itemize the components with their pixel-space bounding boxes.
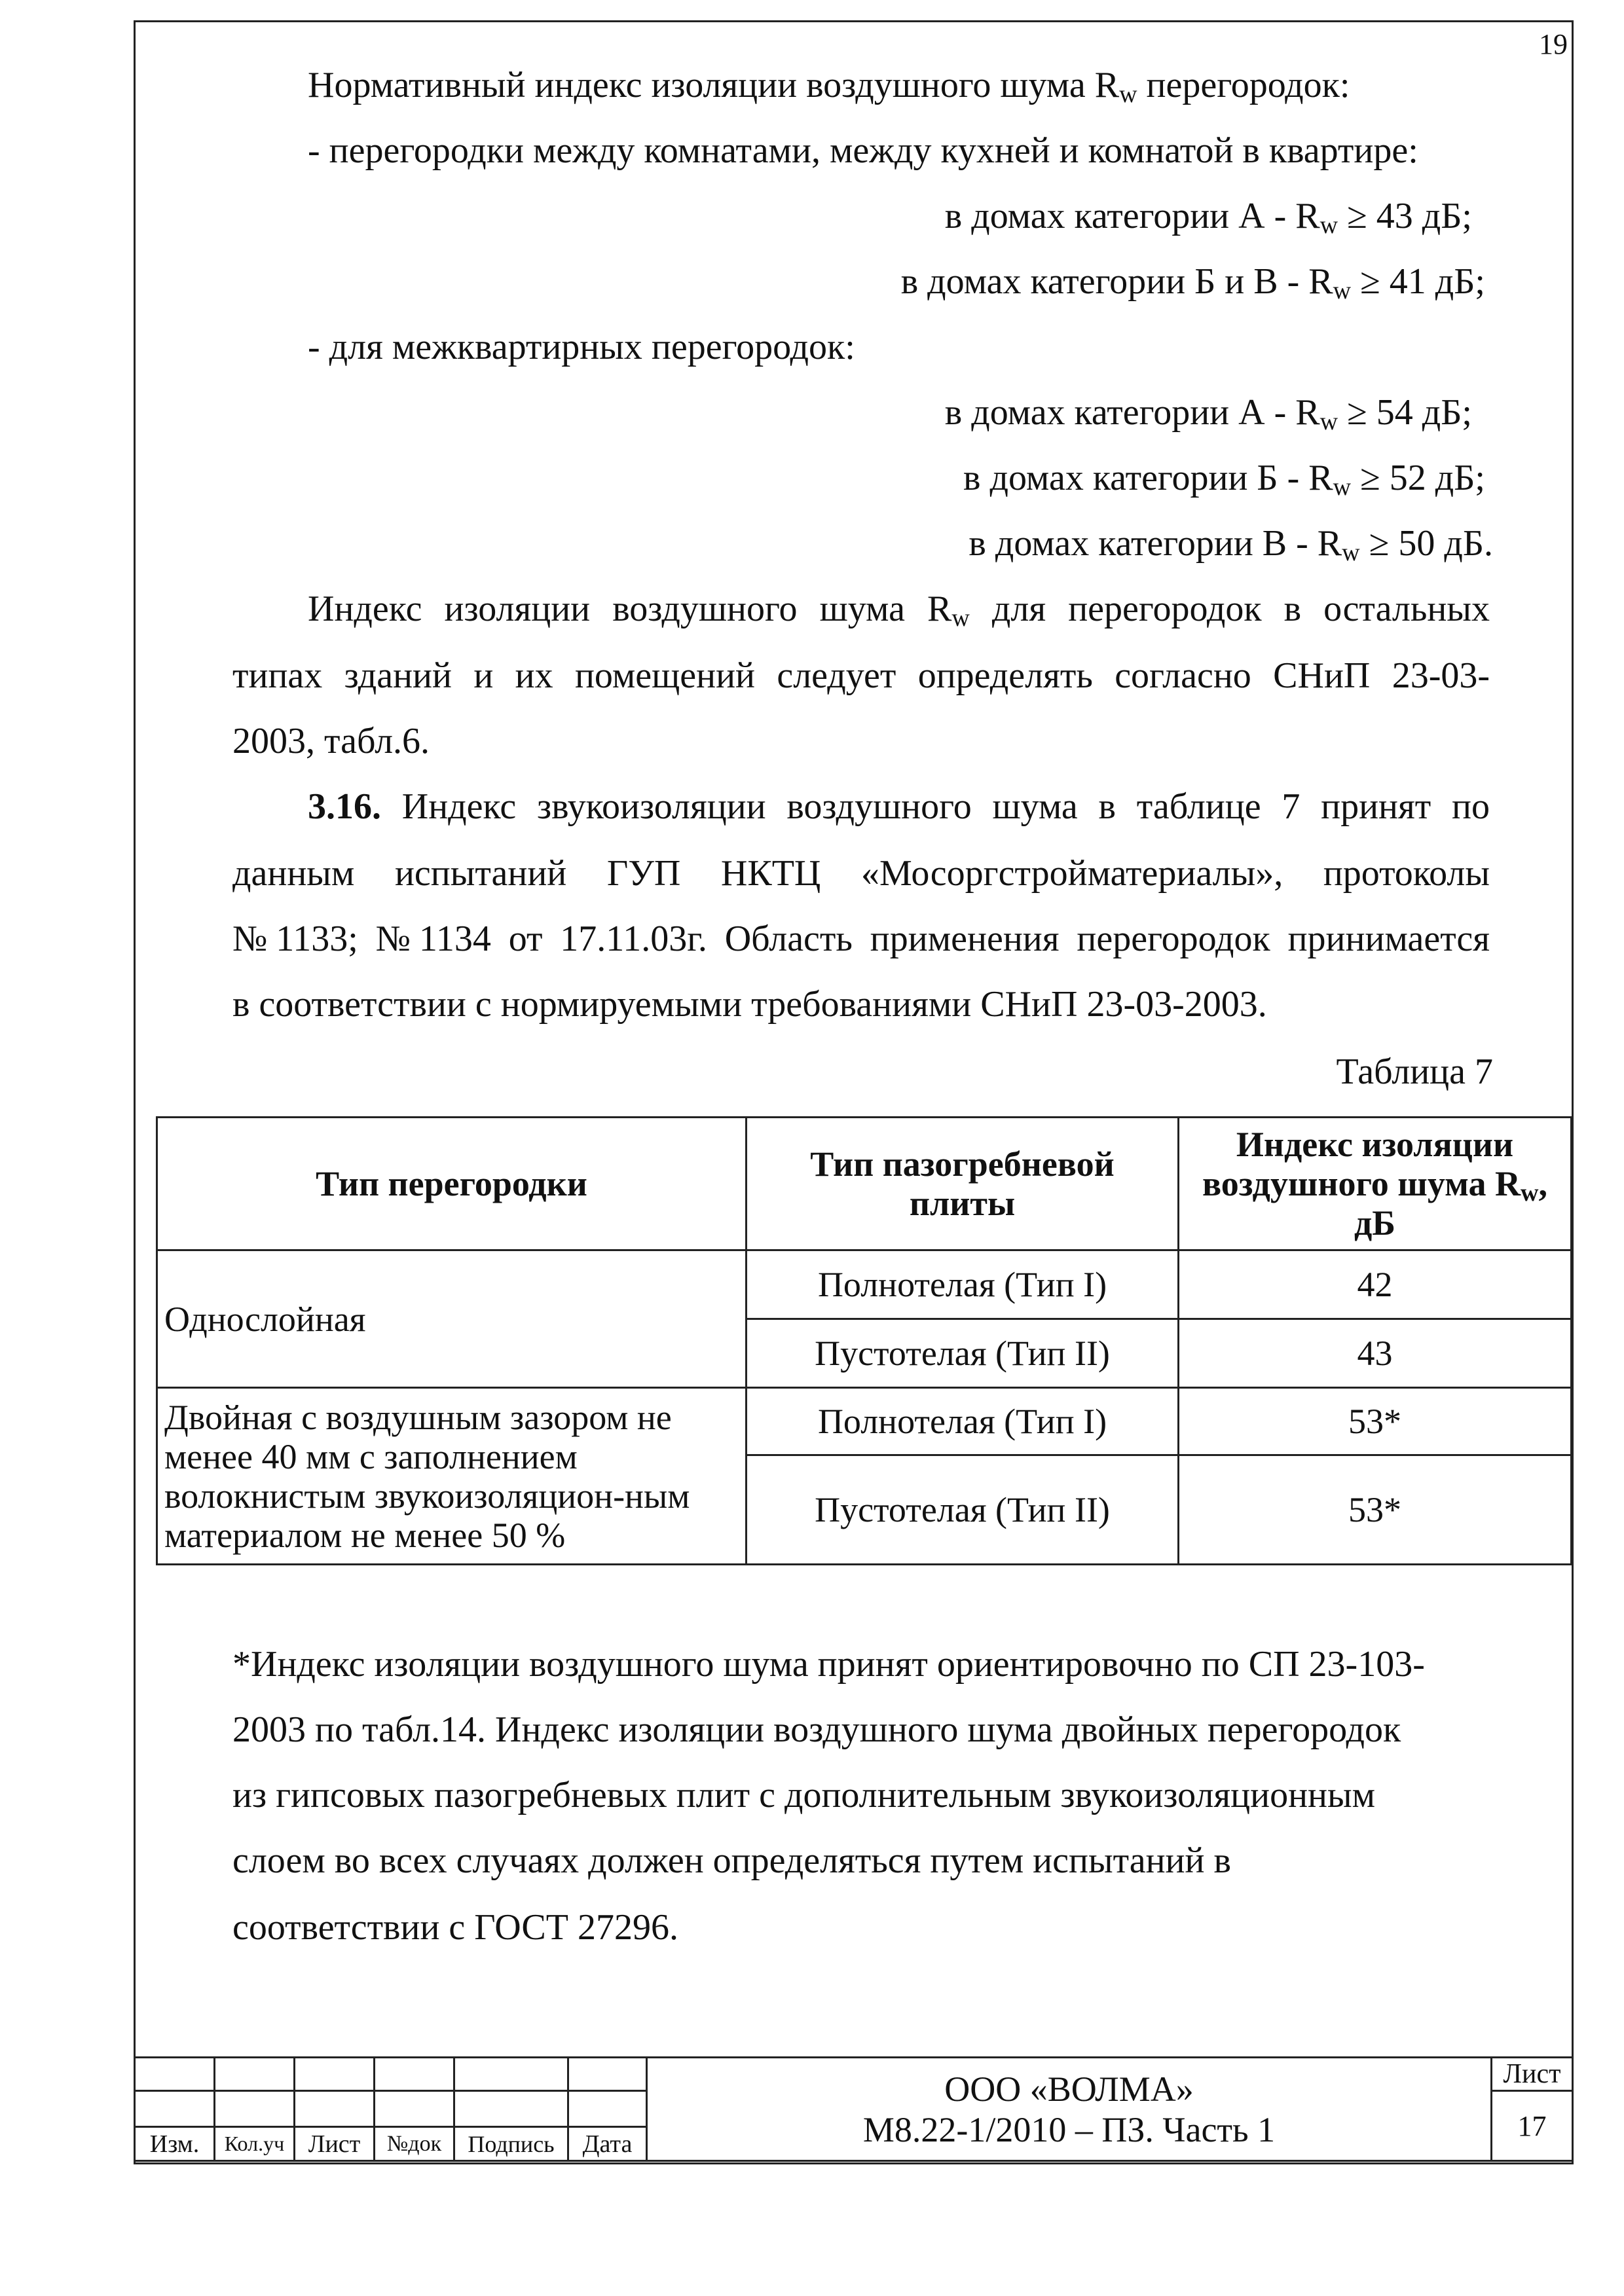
col-label-izm: Изм. — [135, 2127, 215, 2161]
data-table — [156, 1116, 1572, 1565]
table-caption: Таблица 7 — [1336, 1051, 1493, 1092]
para-316-line-3: №1133; №1134 от 17.11.03г. Область применения перегородок принимается — [232, 919, 1490, 959]
norm-line-b2: в домах категории $Б - R_w \ge 52$ дБ; — [963, 458, 1485, 501]
slab-cell: Полнотелая (Тип I) — [747, 1250, 1179, 1319]
norm-line-a2: в домах категории $А - R_w \ge 54$ дБ; — [944, 392, 1472, 435]
footnote-line-4: слоем во всех случаях должен определяться путем испытаний в — [232, 1840, 1231, 1881]
footnote-line-5: соответствии с ГОСТ 27296. — [232, 1907, 678, 1948]
col-label-data: Дата — [568, 2127, 647, 2161]
para-316-line-2: данным испытаний ГУП НКТЦ «Мосоргстройматериалы», протоколы — [232, 853, 1490, 894]
table-row — [157, 1250, 1572, 1319]
footnote-line-1: *Индекс изоляции воздушного шума принят ориентировочно по СП 23-103- — [232, 1644, 1425, 1685]
para-index-line-2: типах зданий и их помещений следует определять согласно СНиП 23-03- — [232, 655, 1490, 696]
para-316-line-1: 3.16. Индекс звукоизоляции воздушного шума в таблице 7 принят по — [308, 786, 1490, 827]
sheet-number: 17 — [1492, 2091, 1573, 2161]
header-type: Тип перегородки — [157, 1118, 747, 1250]
section-number: 3.16. — [308, 786, 381, 827]
col-label-podpis: Подпись — [454, 2127, 568, 2161]
value-cell: 43 — [1179, 1319, 1572, 1388]
title-block-center — [647, 2058, 1492, 2161]
sheet-label: Лист — [1492, 2058, 1573, 2091]
group-name: Однослойная — [157, 1250, 747, 1388]
document-code: М8.22-1/2010 – ПЗ. Часть 1 — [862, 2109, 1276, 2149]
group-name: Двойная с воздушным зазором не менее 40 мм с заполнением волокнистым звукоизоляцион-ным материалом не менее 50 % — [157, 1388, 747, 1565]
slab-cell: Пустотелая (Тип II) — [747, 1455, 1179, 1565]
norm-heading: Нормативный индекс изоляции воздушного шума $R_w$ перегородок: — [308, 65, 1350, 108]
table-header-row — [157, 1118, 1572, 1250]
norm-line-bv1: в домах категории Б и $В - R_w \ge 41$ дБ; — [900, 261, 1485, 304]
table-row — [157, 1388, 1572, 1455]
title-block — [134, 2056, 1574, 2162]
page-number-top: 19 — [1539, 28, 1568, 60]
header-index: Индекс изоляции воздушного шума $R_w$, дБ — [1179, 1118, 1572, 1250]
col-label-list: Лист — [295, 2127, 375, 2161]
para-index-line-1: Индекс изоляции воздушного шума $R_w$ для перегородок в остальных — [308, 589, 1490, 632]
col-label-ndok: №док — [375, 2127, 454, 2161]
norm-inter-apartment: - для межквартирных перегородок: — [308, 327, 855, 367]
slab-cell: Полнотелая (Тип I) — [747, 1388, 1179, 1455]
col-label-koluch: Кол.уч — [215, 2127, 295, 2161]
value-cell: 53* — [1179, 1455, 1572, 1565]
footnote-line-3: из гипсовых пазогребневых плит с дополнительным звукоизоляционным — [232, 1775, 1376, 1815]
footnote-line-2: 2003 по табл.14. Индекс изоляции воздушного шума двойных перегородок — [232, 1709, 1401, 1750]
value-cell: 53* — [1179, 1388, 1572, 1455]
slab-cell: Пустотелая (Тип II) — [747, 1319, 1179, 1388]
header-slab: Тип пазогребневой плиты — [747, 1118, 1179, 1250]
norm-line-v2: в домах категории $В - R_w \ge 50$ дБ. — [969, 523, 1493, 566]
norm-inner-walls: - перегородки между комнатами, между кухней и комнатой в квартире: — [308, 130, 1418, 171]
para-316-line-4: в соответствии с нормируемыми требованиями СНиП 23-03-2003. — [232, 984, 1267, 1025]
para-index-line-3: 2003, табл.6. — [232, 721, 430, 761]
value-cell: 42 — [1179, 1250, 1572, 1319]
norm-line-a1: в домах категории $А - R_w \ge 43$ дБ; — [944, 196, 1472, 239]
company-name: ООО «ВОЛМА» — [944, 2069, 1194, 2109]
